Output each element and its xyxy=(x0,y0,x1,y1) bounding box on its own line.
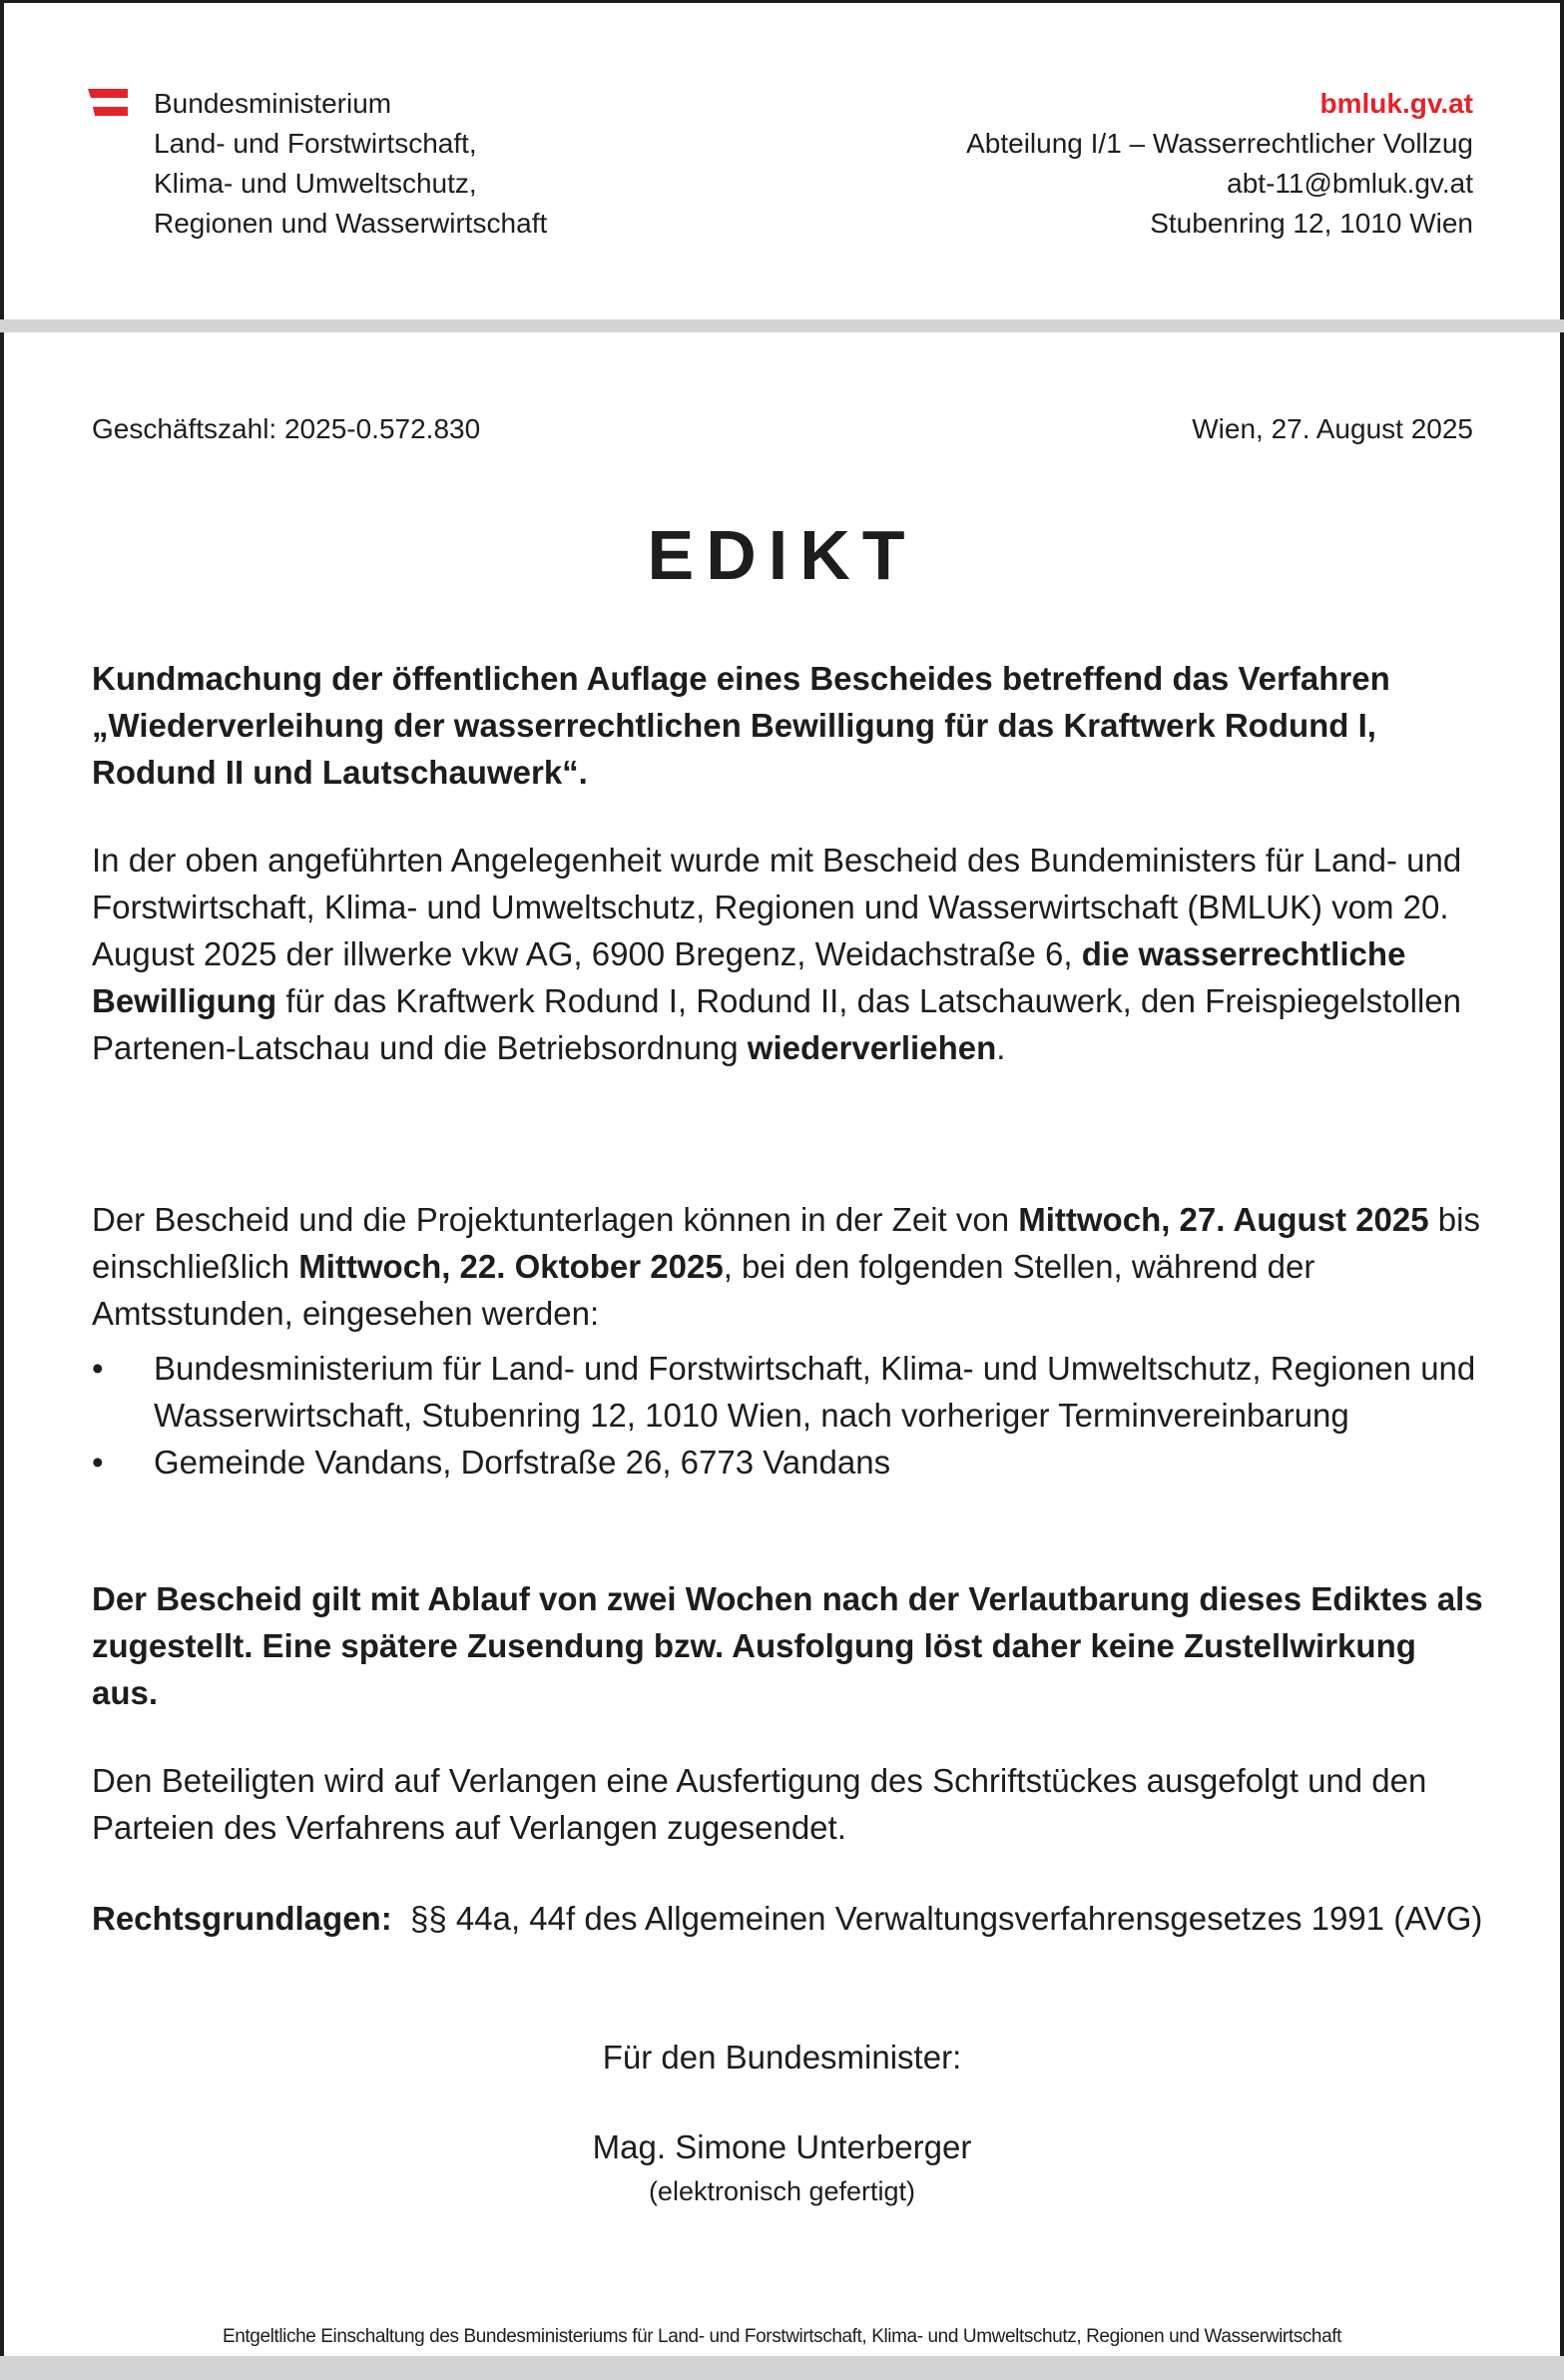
text: bis einschließlich xyxy=(92,1201,1480,1285)
text: Der Bescheid und die Projektunterlagen können in der Zeit von xyxy=(92,1201,1019,1238)
text: In der oben angeführten Angelegenheit wurde mit Bescheid des Bundeministers für Land- und Forstwirtschaft, Klima- und Umweltschutz, Regionen und Wasserwirtschaft (BMLUK) vom 20. August 2025 der illwerke vkw AG, 6900 Bregenz, Weidachstraße 6, xyxy=(92,842,1462,972)
ministry-line: Bundesministerium xyxy=(154,88,392,119)
ministry-line: Regionen und Wasserwirtschaft xyxy=(154,208,548,239)
ministry-name xyxy=(154,84,547,244)
list-item xyxy=(92,1439,1489,1486)
address: Stubenring 12, 1010 Wien xyxy=(1150,208,1473,239)
location-text: Gemeinde Vandans, Dorfstraße 26, 6773 Vandans xyxy=(154,1444,891,1481)
legal-basis xyxy=(92,1895,1489,1942)
bold-date: Mittwoch, 22. Oktober 2025 xyxy=(298,1248,724,1285)
ministry-line: Land- und Forstwirtschaft, xyxy=(154,128,477,159)
bold-date: Mittwoch, 27. August 2025 xyxy=(1018,1201,1429,1238)
signature-intro: Für den Bundesminister: xyxy=(602,2039,962,2076)
legal-basis-label: Rechtsgrundlagen: xyxy=(92,1900,392,1937)
bullet-icon: • xyxy=(92,1444,104,1481)
austria-flag-logo-icon xyxy=(88,88,130,118)
copies-text: Den Beteiligten wird auf Verlangen eine Ausfertigung des Schriftstückes ausgefolgt und den Parteien des Verfahrens auf Verlangen zugesendet. xyxy=(92,1762,1427,1846)
footer-note: Entgeltliche Einschaltung des Bundesministeriums für Land- und Forstwirtschaft, Klima- und Umweltschutz, Regionen und Wasserwirtschaft xyxy=(222,2326,1342,2347)
heading-text: Kundmachung der öffentlichen Auflage eines Bescheides betreffend das Verfahren „Wiederverleihung der wasserrechtlichen Bewilligung für das Kraftwerk Rodund I, Rodund II und Lautschauwerk“. xyxy=(92,660,1390,791)
email-link[interactable]: abt-11@bmluk.gv.at xyxy=(1227,168,1473,199)
announcement-heading xyxy=(92,655,1489,796)
text: für das Kraftwerk Rodund I, Rodund II, das Latschauwerk, den Freispiegelstollen Partenen-Latschau und die Betriebsordnung xyxy=(92,982,1461,1066)
divider-band xyxy=(0,319,1564,332)
paragraph-delivery xyxy=(92,1575,1489,1716)
bullet-icon: • xyxy=(92,1350,104,1387)
paragraph-inspection-period xyxy=(92,1196,1489,1337)
reference-line xyxy=(92,411,1473,447)
delivery-text: Der Bescheid gilt mit Ablauf von zwei Wochen nach der Verlautbarung dieses Ediktes als zugestellt. Eine spätere Zusendung bzw. Ausfolgung löst daher keine Zustellwirkung aus. xyxy=(92,1580,1483,1711)
bold-text: wiederverliehen xyxy=(747,1029,997,1066)
text: . xyxy=(996,1029,1006,1066)
department: Abteilung I/1 – Wasserrechtlicher Vollzug xyxy=(966,128,1473,159)
legal-basis-text: §§ 44a, 44f des Allgemeinen Verwaltungsverfahrensgesetzes 1991 (AVG) xyxy=(391,1900,1483,1937)
location-text: Bundesministerium für Land- und Forstwirtschaft, Klima- und Umweltschutz, Regionen und Wasserwirtschaft, Stubenring 12, 1010 Wien, nach vorheriger Terminvereinbarung xyxy=(154,1350,1476,1434)
signature-note: (elektronisch gefertigt) xyxy=(648,2176,916,2206)
contact-block xyxy=(966,84,1473,244)
paragraph-decision xyxy=(92,837,1489,1071)
file-number: Geschäftszahl: 2025-0.572.830 xyxy=(92,413,481,444)
website-link[interactable]: bmluk.gv.at xyxy=(1319,88,1473,119)
paragraph-copies xyxy=(92,1757,1489,1851)
place-date: Wien, 27. August 2025 xyxy=(1192,413,1473,444)
location-list xyxy=(92,1345,1489,1486)
document-title: EDIKT xyxy=(647,516,917,594)
text: , bei den folgenden Stellen, während der Amtsstunden, eingesehen werden: xyxy=(92,1248,1315,1332)
signatory-name: Mag. Simone Unterberger xyxy=(592,2128,972,2165)
bold-text: die wasserrechtliche Bewilligung xyxy=(92,935,1406,1019)
ministry-line: Klima- und Umweltschutz, xyxy=(154,168,477,199)
bottom-band xyxy=(0,2356,1564,2380)
list-item xyxy=(92,1345,1489,1439)
